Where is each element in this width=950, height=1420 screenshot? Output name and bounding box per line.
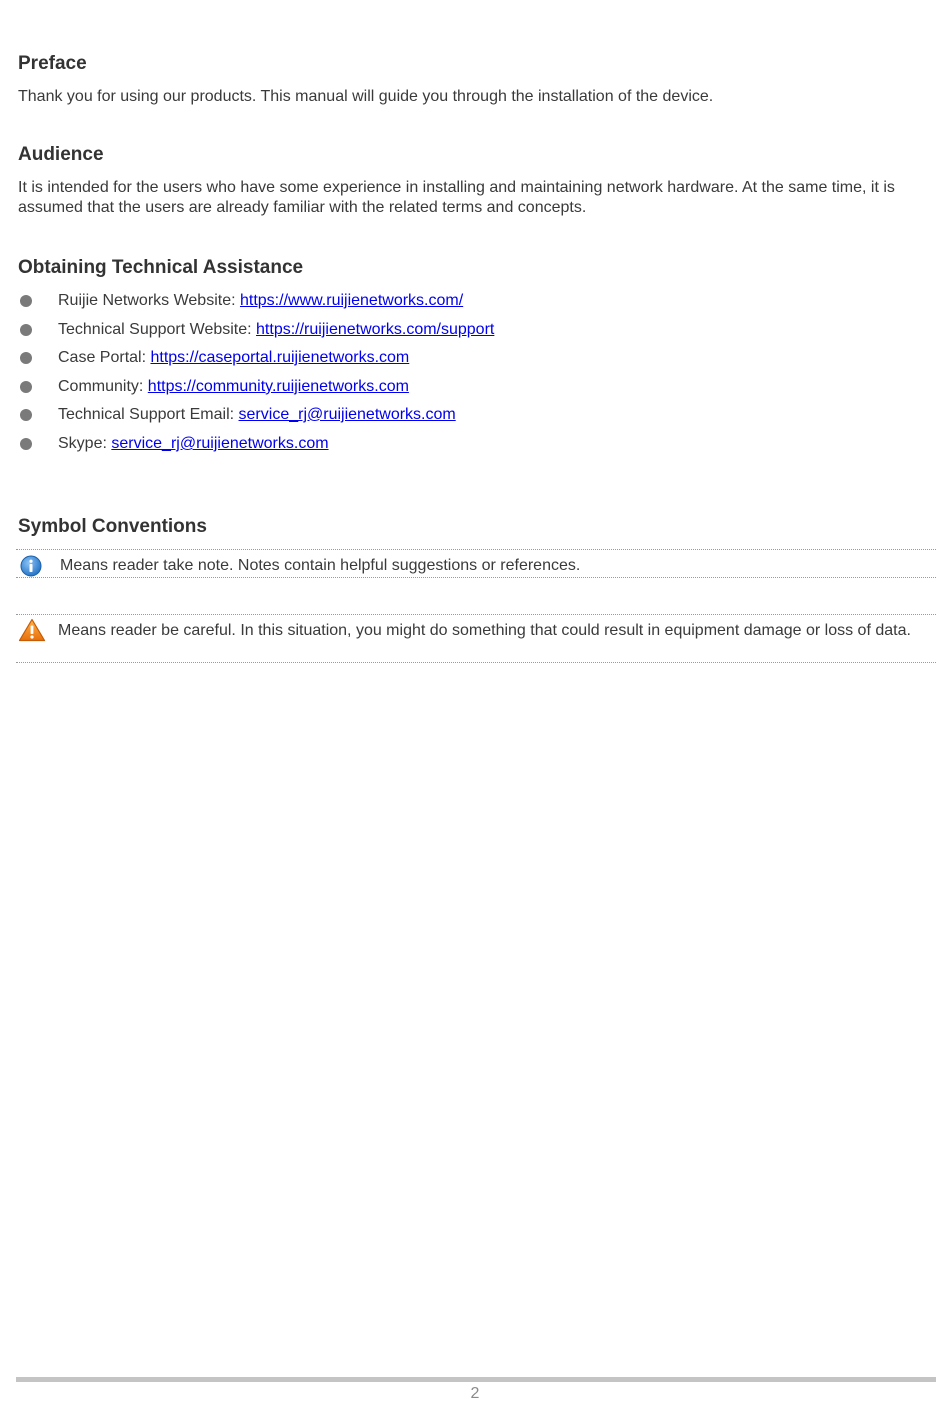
bullet-icon xyxy=(20,352,32,364)
caution-text: Means reader be careful. In this situation, you might do something that could result in equipment damage or loss of data. xyxy=(58,622,911,639)
audience-text: It is intended for the users who have some experience in installing and maintaining network hardware. At the same time, it is assumed that the users are already familiar with the related terms and concepts. xyxy=(18,179,895,216)
bullet-icon xyxy=(20,438,32,450)
website-link[interactable]: https://www.ruijienetworks.com/ xyxy=(239,292,464,309)
support-email-link[interactable]: service_rj@ruijienetworks.com xyxy=(238,406,456,423)
list-item xyxy=(0,290,900,312)
audience-heading: Audience xyxy=(18,144,104,165)
list-item-label: Ruijie Networks Website: xyxy=(58,292,240,309)
divider xyxy=(16,549,936,550)
divider xyxy=(16,577,936,578)
footer-divider xyxy=(16,1377,936,1382)
preface-text: Thank you for using our products. This manual will guide you through the installation of the device. xyxy=(18,88,714,105)
bullet-icon xyxy=(20,409,32,421)
list-item xyxy=(0,376,900,398)
bullet-icon xyxy=(20,295,32,307)
bullet-icon xyxy=(20,381,32,393)
symbols-heading: Symbol Conventions xyxy=(18,516,207,537)
warning-icon xyxy=(18,618,46,647)
preface-heading: Preface xyxy=(18,53,87,74)
list-item-label: Community: xyxy=(58,378,148,395)
community-link[interactable]: https://community.ruijienetworks.com xyxy=(147,378,409,395)
page-number: 2 xyxy=(470,1385,480,1402)
note-text: Means reader take note. Notes contain helpful suggestions or references. xyxy=(60,557,581,574)
case-portal-link[interactable]: https://caseportal.ruijienetworks.com xyxy=(150,349,410,366)
assistance-heading: Obtaining Technical Assistance xyxy=(18,257,304,278)
list-item-label: Skype: xyxy=(58,435,112,452)
skype-link[interactable]: service_rj@ruijienetworks.com xyxy=(111,435,329,452)
list-item xyxy=(0,319,900,341)
list-item-label: Technical Support Website: xyxy=(58,321,257,338)
list-item-label: Technical Support Email: xyxy=(58,406,239,423)
divider xyxy=(16,662,936,663)
list-item-label: Case Portal: xyxy=(58,349,151,366)
list-item xyxy=(0,433,900,455)
divider xyxy=(16,614,936,615)
list-item xyxy=(0,404,900,426)
bullet-icon xyxy=(20,324,32,336)
list-item xyxy=(0,347,900,369)
support-website-link[interactable]: https://ruijienetworks.com/support xyxy=(256,321,495,338)
